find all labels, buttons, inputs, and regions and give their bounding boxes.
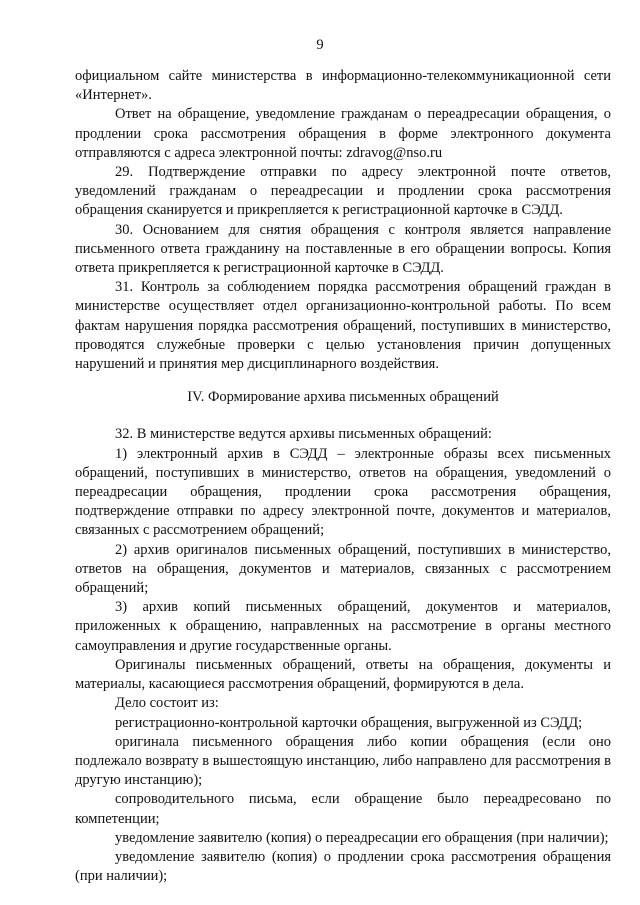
- paragraph: сопроводительного письма, если обращение было переадресовано по компетенции;: [75, 791, 611, 827]
- paragraph: регистрационно-контрольной карточки обращения, выгруженной из СЭДД;: [115, 714, 583, 731]
- paragraph: Оригиналы письменных обращений, ответы на обращения, документы и материалы, касающиеся рассмотрения обращений, формируются в дела.: [75, 656, 611, 693]
- paragraph: 1) электронный архив в СЭДД – электронные образы всех письменных обращений, поступивших в министерство, ответов на обращения, уведомлений о переадресации обращения, продлении срока рассмотрения обращения, подтверждение отправки по адресу электронной почте, документов и материалов, связанных с рассмотрением обращений;: [75, 445, 611, 539]
- paragraph: Ответ на обращение, уведомление гражданам о переадресации обращения, о продлении срока рассмотрения обращения в форме электронного документа отправляются с адреса электронной почты: zdravog@nso.ru: [75, 106, 611, 161]
- document-body: [75, 67, 611, 886]
- paragraph: уведомление заявителю (копия) о переадресации его обращения (при наличии);: [115, 829, 609, 846]
- paragraph: 32. В министерстве ведутся архивы письменных обращений:: [115, 426, 492, 443]
- paragraph: 2) архив оригиналов письменных обращений, поступивших в министерство, ответов на обращения, документов и материалов, связанных с рассмотрением обращений;: [75, 541, 611, 597]
- paragraphs-before-heading: [75, 67, 611, 374]
- paragraph: 29. Подтверждение отправки по адресу электронной почте ответов, уведомлений гражданам о переадресации и продлении срока рассмотрения обращения сканируется и прикрепляется к регистрационной карточке в СЭДД.: [75, 164, 611, 219]
- paragraphs-after-heading: [75, 425, 611, 886]
- paragraph: официальном сайте министерства в информационно-телекоммуникационной сети «Интернет».: [75, 68, 611, 104]
- paragraph: Дело состоит из:: [115, 695, 219, 712]
- page-number: 9: [316, 37, 324, 53]
- paragraph: 3) архив копий письменных обращений, документов и материалов, приложенных к обращению, направленных на рассмотрение в органы местного самоуправления и другие государственные органы.: [75, 599, 611, 654]
- paragraph: 31. Контроль за соблюдением порядка рассмотрения обращений граждан в министерстве осуществляет отдел организационно-контрольной работы. По всем фактам нарушения порядка рассмотрения обращений, поступивших в министерство, проводятся служебные проверки с целью установления причин допущенных нарушений и принятия мер дисциплинарного воздействия.: [75, 279, 611, 373]
- paragraph: уведомление заявителю (копия) о продлении срока рассмотрения обращения (при наличии);: [75, 848, 611, 885]
- paragraph: оригинала письменного обращения либо копии обращения (если оно подлежало возврату в вышестоящую инстанцию, либо направлено для рассмотрения в другую инстанцию);: [75, 733, 611, 789]
- section-heading: IV. Формирование архива письменных обращений: [187, 389, 499, 406]
- paragraph: 30. Основанием для снятия обращения с контроля является направление письменного ответа гражданину на поставленные в его обращении вопросы. Копия ответа прикрепляется к регистрационной карточке в СЭДД.: [75, 221, 611, 277]
